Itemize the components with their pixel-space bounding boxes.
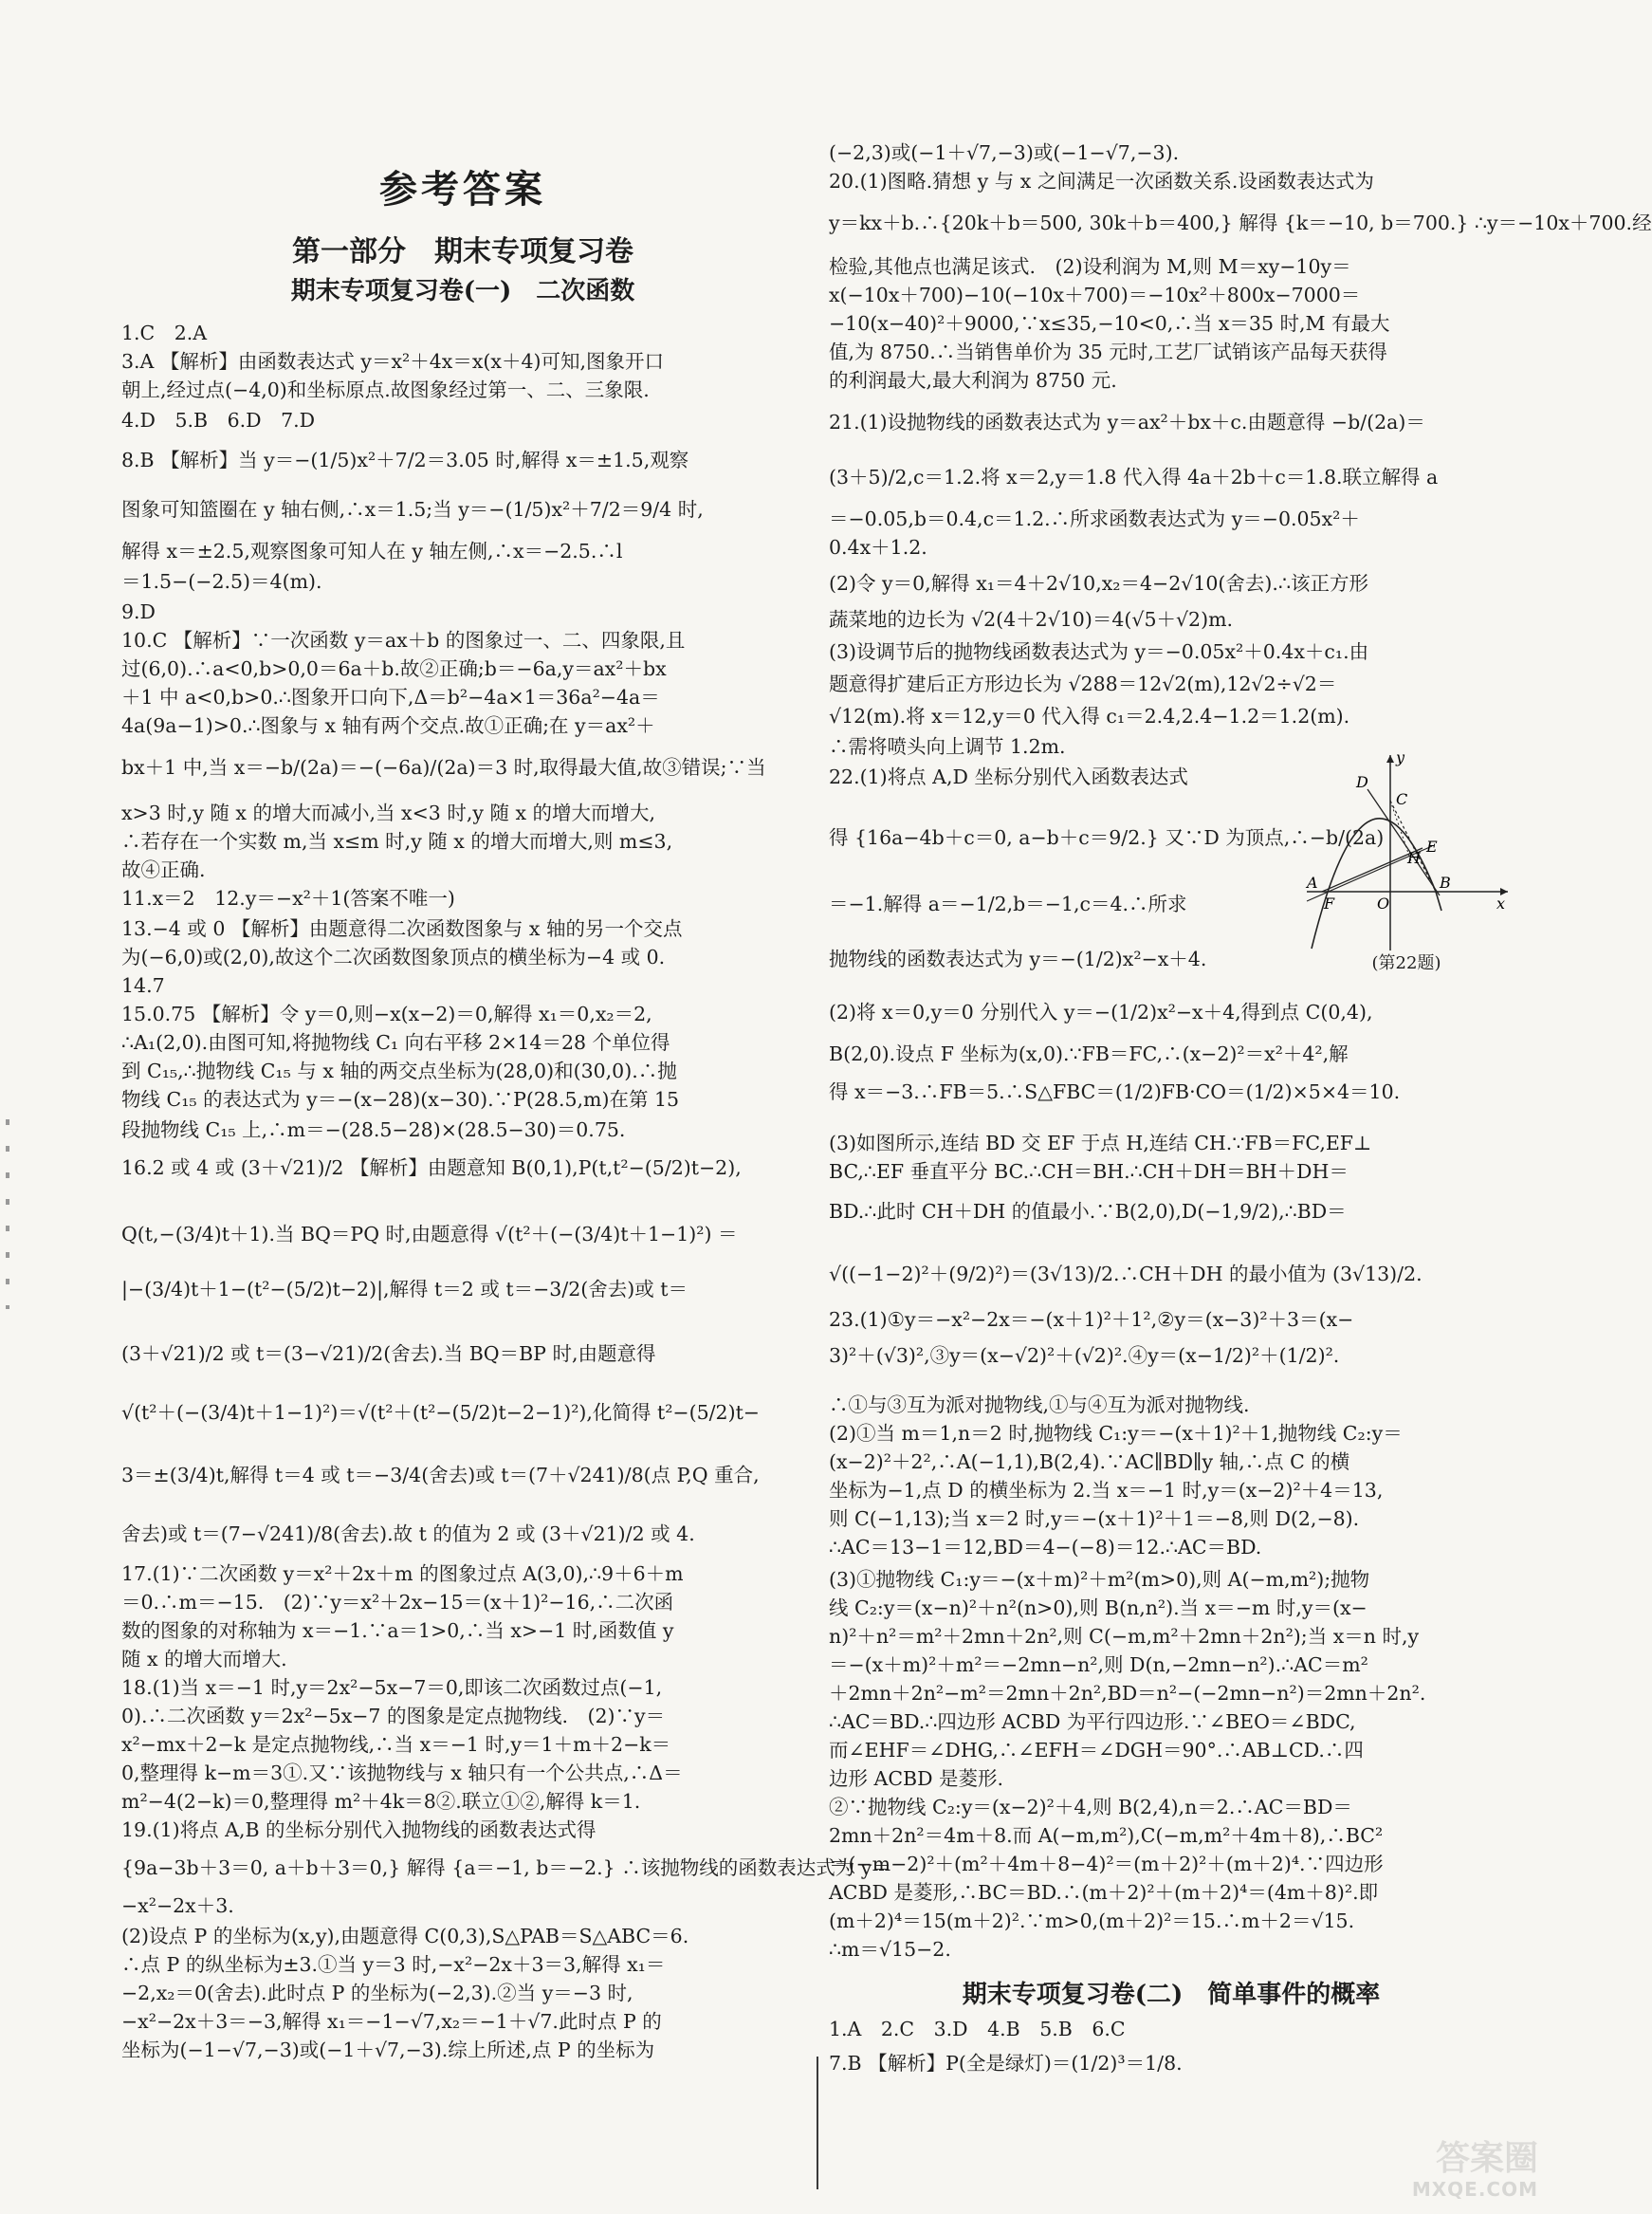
answer-line: 朝上,经过点(−4,0)和坐标原点.故图象经过第一、二、三象限.	[121, 378, 650, 401]
answer-line: 得 {16a−4b＋c＝0, a−b＋c＝9/2.} 又∵D 为顶点,∴−b/(2a)	[829, 826, 1385, 849]
parabola-diagram	[1299, 749, 1514, 952]
answer-line: ∴①与③互为派对抛物线,①与④互为派对抛物线.	[829, 1393, 1250, 1416]
answer-line: ＝−1.解得 a＝−1/2,b＝−1,c＝4.∴所求	[829, 893, 1187, 915]
answer-line: 0.4x＋1.2.	[829, 536, 927, 559]
answer-line: (−2,3)或(−1＋√7,−3)或(−1−√7,−3).	[829, 141, 1180, 164]
answer-line: 23.(1)①y＝−x²−2x＝−(x＋1)²＋1²,②y＝(x−3)²＋3＝(x−	[829, 1308, 1354, 1331]
section-title-probability: 期末专项复习卷(二) 简单事件的概率	[962, 1981, 1381, 2009]
label-y: y	[1396, 748, 1405, 766]
answer-line: 得 x＝−3.∴FB＝5.∴S△FBC＝(1/2)FB·CO＝(1/2)×5×4＝10.	[829, 1080, 1401, 1103]
answer-line: ∴点 P 的纵坐标为±3.①当 y＝3 时,−x²−2x＋3＝3,解得 x₁＝	[121, 1953, 666, 1976]
answer-line: ②∵抛物线 C₂:y＝(x−2)²＋4,则 B(2,4),n＝2.∴AC＝BD＝	[829, 1796, 1352, 1818]
answer-line: ＝−0.05,b＝0.4,c＝1.2.∴所求函数表达式为 y＝−0.05x²＋	[829, 507, 1360, 530]
answer-line: 段抛物线 C₁₅ 上,∴m＝−(28.5−28)×(28.5−30)＝0.75.	[121, 1118, 626, 1141]
answer-line: 到 C₁₅,∴抛物线 C₁₅ 与 x 轴的两交点坐标为(28,0)和(30,0).∴抛	[121, 1060, 677, 1082]
part-title: 第一部分 期末专项复习卷	[292, 235, 633, 268]
answer-line: 的利润最大,最大利润为 8750 元.	[829, 369, 1117, 392]
answer-line: BC,∴EF 垂直平分 BC.∴CH＝BH.∴CH＋DH＝BH＋DH＝	[829, 1160, 1349, 1183]
answer-line: 为(−6,0)或(2,0),故这个二次函数图象顶点的横坐标为−4 或 0.	[121, 946, 666, 969]
answer-line: 3)²＋(√3)²,③y＝(x−√2)²＋(√2)².④y＝(x−1/2)²＋(1/2)².	[829, 1344, 1340, 1367]
binding-mark	[817, 2057, 818, 2189]
answer-line: 8.B 【解析】当 y＝−(1/5)x²＋7/2＝3.05 时,解得 x＝±1.5,观察	[121, 449, 689, 471]
label-x: x	[1496, 895, 1506, 913]
answer-line: 抛物线的函数表达式为 y＝−(1/2)x²−x＋4.	[829, 948, 1207, 970]
answer-line: 舍去)或 t＝(7−√241)/8(舍去).故 t 的值为 2 或 (3＋√21)/2 或 4.	[121, 1522, 695, 1545]
watermark	[1358, 2140, 1538, 2208]
answer-line: 16.2 或 4 或 (3＋√21)/2 【解析】由题意知 B(0,1),P(t,t²−(5/2)t−2),	[121, 1156, 742, 1179]
answer-line: 过(6,0).∴a<0,b>0,0＝6a＋b.故②正确;b＝−6a,y＝ax²＋bx	[121, 657, 667, 680]
answer-line: 题意得扩建后正方形边长为 √288＝12√2(m),12√2÷√2＝	[829, 673, 1337, 695]
answer-line: √(t²＋(−(3/4)t＋1−1)²)＝√(t²＋(t²−(5/2)t−2−1)²),化简得 t²−(5/2)t−	[121, 1401, 760, 1424]
answer-line: ∴需将喷头向上调节 1.2m.	[829, 735, 1066, 758]
answer-line: 线 C₂:y＝(x−n)²＋n²(n>0),则 B(n,n²).当 x＝−m 时,y＝(x−	[829, 1596, 1367, 1619]
watermark-site: MXQE.COM	[1411, 2178, 1538, 2201]
answer-line: 边形 ACBD 是菱形.	[829, 1767, 1004, 1790]
answer-line: 3.A 【解析】由函数表达式 y＝x²＋4x＝x(x＋4)可知,图象开口	[121, 350, 665, 373]
answer-line: BD.∴此时 CH＋DH 的值最小.∵B(2,0),D(−1,9/2),∴BD＝	[829, 1200, 1347, 1223]
answer-line: 7.B 【解析】P(全是绿灯)＝(1/2)³＝1/8.	[829, 2052, 1183, 2075]
answer-line: 19.(1)将点 A,B 的坐标分别代入抛物线的函数表达式得	[121, 1818, 597, 1841]
answer-line: 蔬菜地的边长为 √2(4＋2√10)＝4(√5＋√2)m.	[829, 608, 1234, 631]
answer-line: 18.(1)当 x＝−1 时,y＝2x²−5x−7＝0,即该二次函数过点(−1,	[121, 1676, 663, 1699]
answer-line: 0).∴二次函数 y＝2x²−5x−7 的图象是定点抛物线. (2)∵y＝	[121, 1705, 666, 1727]
answer-line: 4.D 5.B 6.D 7.D	[121, 409, 316, 432]
answer-line: 21.(1)设抛物线的函数表达式为 y＝ax²＋bx＋c.由题意得 −b/(2a)＝	[829, 411, 1425, 434]
answer-line: (2)设点 P 的坐标为(x,y),由题意得 C(0,3),S△PAB＝S△ABC＝6.	[121, 1925, 689, 1947]
answer-line: 4a(9a−1)>0.∴图象与 x 轴有两个交点.故①正确;在 y＝ax²＋	[121, 714, 655, 737]
answer-line: (3＋√21)/2 或 t＝(3−√21)/2(舍去).当 BQ＝BP 时,由题意得	[121, 1342, 656, 1365]
answer-line: 1.C 2.A	[121, 322, 208, 344]
answer-line: (2)①当 m＝1,n＝2 时,抛物线 C₁:y＝−(x＋1)²＋1,抛物线 C₂:y＝	[829, 1422, 1403, 1445]
answer-line: |−(3/4)t＋1−(t²−(5/2)t−2)|,解得 t＝2 或 t＝−3/2(舍去)或 t＝	[121, 1278, 688, 1301]
answer-line: 则 C(−1,13);当 x＝2 时,y＝−(x＋1)²＋1＝−8,则 D(2,−8).	[829, 1507, 1360, 1530]
answer-line: 9.D	[121, 600, 156, 623]
answer-line: √((−1−2)²＋(9/2)²)＝(3√13)/2.∴CH＋DH 的最小值为 (3√13)/2.	[829, 1263, 1423, 1285]
answer-line: ＝1.5−(−2.5)＝4(m).	[121, 570, 322, 593]
label-f: F	[1324, 895, 1335, 913]
label-b: B	[1440, 874, 1451, 892]
answer-line: (2)令 y＝0,解得 x₁＝4＋2√10,x₂＝4−2√10(舍去).∴该正方形	[829, 572, 1368, 595]
answer-line: (m＋2)⁴＝15(m＋2)².∵m>0,(m＋2)²＝15.∴m＋2＝√15.	[829, 1910, 1355, 1932]
answer-line: 物线 C₁₅ 的表达式为 y＝−(x−28)(x−30).∵P(28.5,m)在第 15	[121, 1088, 680, 1111]
answer-line: 2mn＋2n²＝4m＋8.而 A(−m,m²),C(−m,m²＋4m＋8),∴BC²	[829, 1824, 1384, 1847]
page-title: 参考答案	[379, 167, 546, 212]
answer-line: 故④正确.	[121, 858, 206, 881]
answer-line: ∴A₁(2,0).由图可知,将抛物线 C₁ 向右平移 2×14＝28 个单位得	[121, 1031, 670, 1054]
edge-marks	[6, 1119, 9, 1309]
answer-line: 图象可知篮圈在 y 轴右侧,∴x＝1.5;当 y＝−(1/5)x²＋7/2＝9/4 时,	[121, 498, 704, 521]
answer-line: ∴m＝√15−2.	[829, 1938, 951, 1961]
answer-line	[121, 2064, 804, 2094]
label-h: H	[1407, 849, 1421, 867]
answer-line: −x²−2x＋3＝−3,解得 x₁＝−1−√7,x₂＝−1＋√7.此时点 P 的	[121, 2010, 662, 2033]
answer-line: 0,整理得 k−m＝3①.又∵该抛物线与 x 轴只有一个公共点,∴Δ＝	[121, 1762, 683, 1784]
answer-line: 值,为 8750.∴当销售单价为 35 元时,工艺厂试销该产品每天获得	[829, 341, 1387, 363]
answer-line: −x²−2x＋3.	[121, 1894, 234, 1917]
answer-line: −10(x−40)²＋9000,∵x≤35,−10<0,∴当 x＝35 时,M 有最大	[829, 312, 1390, 335]
answer-line: (3)①抛物线 C₁:y＝−(x＋m)²＋m²(m>0),则 A(−m,m²);抛物	[829, 1568, 1370, 1591]
label-c: C	[1396, 790, 1408, 808]
answer-line: B(2,0).设点 F 坐标为(x,0).∵FB＝FC,∴(x−2)²＝x²＋4²,解	[829, 1042, 1349, 1065]
answer-line: x²−mx＋2−k 是定点抛物线,∴当 x＝−1 时,y＝1＋m＋2−k＝	[121, 1733, 671, 1756]
answer-line: Q(t,−(3/4)t＋1).当 BQ＝PQ 时,由题意得 √(t²＋(−(3/4)t＋1−1)²) ＝	[121, 1223, 738, 1245]
answer-line: bx＋1 中,当 x＝−b/(2a)＝−(−6a)/(2a)＝3 时,取得最大值,故③错误;∵当	[121, 756, 766, 779]
answer-line: ∴AC＝BD.∴四边形 ACBD 为平行四边形.∵∠BEO＝∠BDC,	[829, 1710, 1356, 1733]
label-o: O	[1377, 895, 1390, 913]
label-a: A	[1307, 874, 1318, 892]
answer-line: 15.0.75 【解析】令 y＝0,则−x(x−2)＝0,解得 x₁＝0,x₂＝2,	[121, 1003, 652, 1025]
answer-line: (3)如图所示,连结 BD 交 EF 于点 H,连结 CH.∵FB＝FC,EF⊥	[829, 1132, 1372, 1154]
parabola-curve	[1312, 819, 1441, 949]
y-axis-arrow	[1386, 755, 1394, 763]
answer-line: 14.7	[121, 974, 165, 997]
answer-line: 22.(1)将点 A,D 坐标分别代入函数表达式	[829, 766, 1188, 788]
answer-line: x(−10x＋700)−10(−10x＋700)＝−10x²＋800x−7000＝	[829, 284, 1361, 306]
answer-line: m²−4(2−k)＝0,整理得 m²＋4k＝8②.联立①②,解得 k＝1.	[121, 1790, 641, 1813]
label-e: E	[1426, 838, 1438, 856]
label-d: D	[1356, 773, 1368, 791]
answer-line: {9a−3b＋3＝0, a＋b＋3＝0,} 解得 {a＝−1, b＝−2.} ∴该抛物线的函数表达式为 y＝	[121, 1856, 891, 1879]
answer-line: (3)设调节后的抛物线函数表达式为 y＝−0.05x²＋0.4x＋c₁.由	[829, 640, 1369, 663]
answer-line: 随 x 的增大而增大.	[121, 1648, 287, 1670]
section-title-quadratic: 期末专项复习卷(一) 二次函数	[290, 277, 635, 305]
answer-line: 17.(1)∵二次函数 y＝x²＋2x＋m 的图象过点 A(3,0),∴9＋6＋m	[121, 1562, 684, 1585]
answer-line: 3＝±(3/4)t,解得 t＝4 或 t＝−3/4(舍去)或 t＝(7＋√241)/8(点 P,Q 重合,	[121, 1464, 760, 1486]
answer-line: 1.A 2.C 3.D 4.B 5.B 6.C	[829, 2018, 1126, 2040]
answer-line: √12(m).将 x＝12,y＝0 代入得 c₁＝2.4,2.4−1.2＝1.2(m).	[829, 705, 1350, 728]
figure-q22	[1299, 749, 1514, 979]
answer-line: 13.−4 或 0 【解析】由题意得二次函数图象与 x 轴的另一个交点	[121, 917, 683, 940]
answer-line: 10.C 【解析】∵一次函数 y＝ax＋b 的图象过一、二、四象限,且	[121, 629, 686, 652]
answer-line: n)²＋n²＝m²＋2mn＋2n²,则 C(−m,m²＋2mn＋2n²);当 x＝n 时,y	[829, 1625, 1420, 1648]
answer-line: 解得 x＝±2.5,观察图象可知人在 y 轴左侧,∴x＝−2.5.∴l	[121, 540, 623, 563]
answer-line: ＝(−m−2)²＋(m²＋4m＋8−4)²＝(m＋2)²＋(m＋2)⁴.∵四边形	[829, 1853, 1384, 1875]
answer-line: ＝0.∴m＝−15. (2)∵y＝x²＋2x−15＝(x＋1)²−16,∴二次函	[121, 1591, 674, 1614]
answer-line: (x−2)²＋2²,∴A(−1,1),B(2,4).∵AC∥BD∥y 轴,∴点 C 的横	[829, 1450, 1350, 1473]
answer-line: ＋2mn＋2n²−m²＝2mn＋2n²,BD＝n²−(−2mn−n²)＝2mn＋2n².	[829, 1682, 1426, 1705]
answer-line: 坐标为(−1−√7,−3)或(−1＋√7,−3).综上所述,点 P 的坐标为	[121, 2039, 655, 2061]
answer-line: −2,x₂＝0(舍去).此时点 P 的坐标为(−2,3).②当 y＝−3 时,	[121, 1982, 633, 2004]
answer-line: ∴若存在一个实数 m,当 x≤m 时,y 随 x 的增大而增大,则 m≤3,	[121, 830, 673, 853]
figure-caption: (第22题)	[1371, 953, 1441, 973]
answer-line: ＝−(x＋m)²＋m²＝−2mn−n²,则 D(n,−2mn−n²).∴AC＝m²	[829, 1653, 1368, 1676]
answer-line: (3＋5)/2,c＝1.2.将 x＝2,y＝1.8 代入得 4a＋2b＋c＝1.8.联立解得 a	[829, 466, 1439, 489]
answer-line: 20.(1)图略.猜想 y 与 x 之间满足一次函数关系.设函数表达式为	[829, 170, 1374, 193]
answer-line: 检验,其他点也满足该式. (2)设利润为 M,则 M＝xy−10y＝	[829, 255, 1351, 278]
answer-line: ACBD 是菱形,∴BC＝BD.∴(m＋2)²＋(m＋2)⁴＝(4m＋8)².即	[829, 1881, 1379, 1904]
answer-line: y＝kx＋b.∴{20k＋b＝500, 30k＋b＝400,} 解得 {k＝−10, b＝700.} ∴y＝−10x＋700.经	[829, 212, 1652, 234]
answer-line: (2)将 x＝0,y＝0 分别代入 y＝−(1/2)x²−x＋4,得到点 C(0,4),	[829, 1001, 1373, 1024]
answer-line: 数的图象的对称轴为 x＝−1.∵a＝1>0,∴当 x>−1 时,函数值 y	[121, 1619, 674, 1642]
answer-line: x>3 时,y 随 x 的增大而减小,当 x<3 时,y 随 x 的增大而增大,	[121, 802, 656, 824]
answer-line: ∴AC＝13−1＝12,BD＝4−(−8)＝12.∴AC＝BD.	[829, 1536, 1262, 1559]
answer-line: 而∠EHF＝∠DHG,∴∠EFH＝∠DGH＝90°.∴AB⊥CD.∴四	[829, 1739, 1364, 1762]
watermark-logo: 答案圈	[1435, 2139, 1538, 2178]
answer-line: 11.x＝2 12.y＝−x²＋1(答案不唯一)	[121, 887, 455, 910]
answer-line: ＋1 中 a<0,b>0.∴图象开口向下,Δ＝b²−4a×1＝36a²−4a＝	[121, 686, 660, 709]
answer-line: 坐标为−1,点 D 的横坐标为 2.当 x＝−1 时,y＝(x−2)²＋4＝13,	[829, 1479, 1384, 1502]
